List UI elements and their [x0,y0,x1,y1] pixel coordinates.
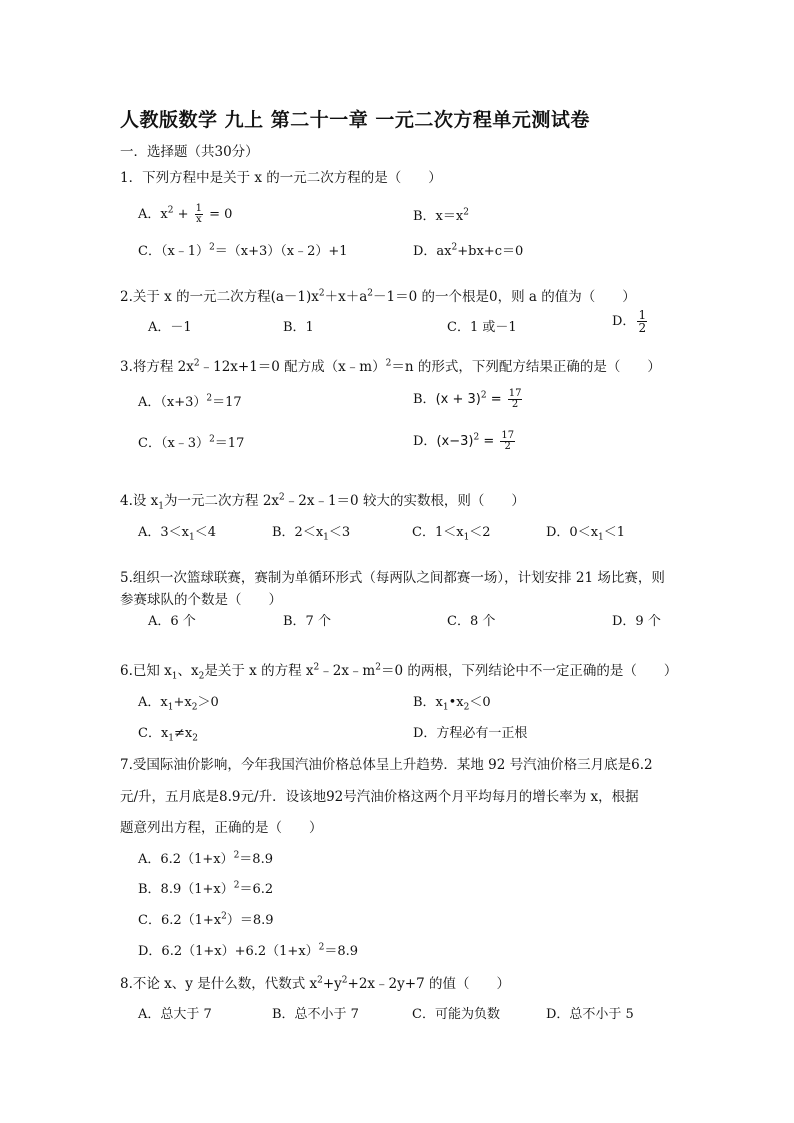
question-5-stem-line-2: 参赛球队的个数是（ ） [120,592,282,608]
question-3-option-c: C．（x﹣3）$^2$＝17 [138,434,245,451]
question-6-option-a: A．$x_1+x_2>0$ [138,695,219,713]
question-2-option-b: B．1 [283,320,314,335]
question-8-option-b: B．总不小于 7 [272,1007,359,1022]
question-6-option-c: C．$x_1\ne x_2$ [138,726,198,744]
question-6-option-b: B．$x_1•x_2<0$ [413,695,491,713]
question-1-stem: 1．下列方程中是关于 x 的一元二次方程的是（ ） [120,170,442,186]
question-8-option-a: A．总大于 7 [138,1007,212,1022]
question-2-stem: 2.关于 x 的一元二次方程$(a-1)x^2+x+a^2-1=0$ 的一个根是0，则 a 的值为（ ） [120,288,636,305]
question-7-stem-line-2: 元/升，五月底是8.9元/升．设该地92号汽油价格这两个月平均每月的增长率为 x，根据 [120,789,639,805]
question-4-option-b: B．$2<x_1<3$ [272,525,351,543]
question-1-option-a: A．$x^2$ + $\frac{1}{x}$ = 0 [138,203,233,225]
question-8-stem: 8.不论 x、y 是什么数，代数式 $x^2+y^2+2x﹣2y+7$ 的值（ ） [120,975,510,992]
question-5-option-b: B．7 个 [283,614,331,629]
section-heading: 一．选择题（共30分） [120,144,259,160]
fraction: $\frac{17}{2}$ [508,388,522,410]
question-7-option-c: C．$6.2(1+x^2)=8.9$ [138,911,274,928]
question-4-option-d: D．$0<x_1<1$ [546,525,626,543]
question-2-option-a: A．－1 [148,320,192,335]
question-2-option-d: D． $\frac{1}{2}$ [612,308,647,335]
fraction: $\frac{1}{x}$ [195,203,203,225]
question-3-stem: 3.将方程 $2x^2﹣12x+1=0$ 配方成（x﹣m）$^2$＝n 的形式，下列配方结果正确的是（ ） [120,358,661,375]
question-1-option-c: C．（x﹣1）$^2$＝（x+3）（x﹣2）+1 [138,242,348,259]
fraction: $\frac{1}{2}$ [638,308,647,335]
question-5-option-c: C．8 个 [447,614,496,629]
question-4-stem: 4.设 $x_1$为一元二次方程 $2x^2﹣2x﹣1=0$ 较大的实数根，则（ ） [120,492,525,512]
question-7-option-a: A．$6.2(1+x)^2=8.9$ [138,850,273,867]
question-7-option-d: D．$6.2(1+x)+6.2(1+x)^2=8.9$ [138,942,359,959]
question-2-option-c: C．1 或－1 [447,320,517,335]
question-5-option-d: D．9 个 [612,614,661,629]
question-7-stem-line-3: 题意列出方程，正确的是（ ） [120,820,323,836]
question-1-option-d: D．$ax^2+bx+c=0$ [413,242,524,259]
question-6-stem: 6.已知 $x_1$、$x_2$是关于 x 的方程 $x^2﹣2x﹣m^2=0$ 的两根，下列结论中不一定正确的是（ ） [120,662,678,682]
fraction: $\frac{17}{2}$ [501,430,515,452]
question-8-option-c: C．可能为负数 [412,1007,500,1022]
question-3-option-a: A．$(x+3)^2=17$ [138,393,242,410]
question-1-option-b: B．$x=x^2$ [413,207,469,224]
question-5-stem-line-1: 5.组织一次篮球联赛，赛制为单循环形式（每两队之间都赛一场），计划安排 21 场比赛，则 [120,570,665,586]
page-title: 人教版数学 九上 第二十一章 一元二次方程单元测试卷 [120,109,590,131]
question-8-option-d: D．总不小于 5 [546,1007,634,1022]
question-7-option-b: B．$8.9(1+x)^2=6.2$ [138,880,274,897]
question-6-option-d: D．方程必有一正根 [413,726,528,741]
question-3-option-b: B．$(x + 3)^2$ = $\frac{17}{2}$ [413,388,522,410]
question-4-option-c: C．$1<x_1<2$ [412,525,491,543]
question-7-stem-line-1: 7.受国际油价影响，今年我国汽油价格总体呈上升趋势．某地 92 号汽油价格三月底是6.2 [120,757,653,773]
question-5-option-a: A．6 个 [148,614,196,629]
question-4-option-a: A．$3<x_1<4$ [138,525,217,543]
question-3-option-d: D．$(x-3)^2$ = $\frac{17}{2}$ [413,430,515,452]
